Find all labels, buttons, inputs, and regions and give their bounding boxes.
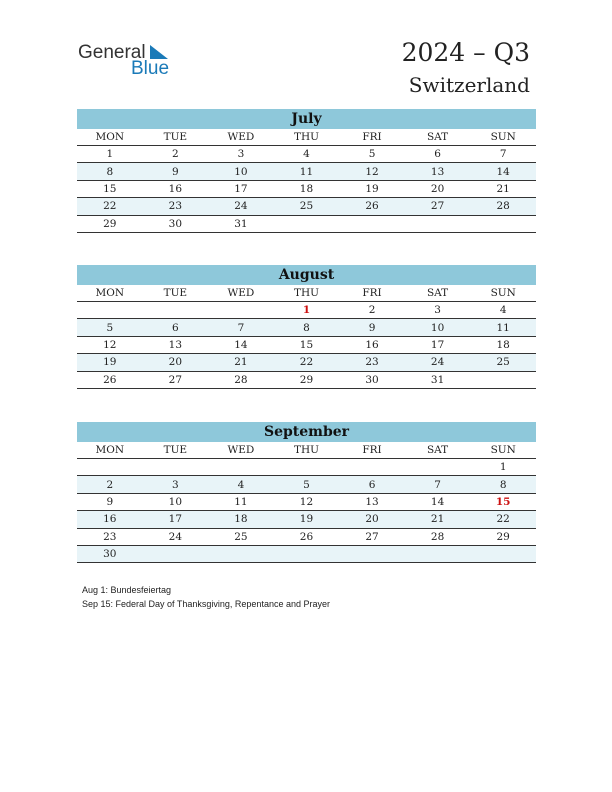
day-cell: 4 [208, 476, 274, 493]
weekday-header: WED [208, 442, 274, 459]
day-cell: 6 [339, 476, 405, 493]
day-cell: 24 [143, 528, 209, 545]
day-cell: 12 [339, 163, 405, 180]
day-cell: 10 [143, 493, 209, 510]
day-cell: 3 [405, 302, 471, 319]
day-cell [470, 545, 536, 562]
day-cell: 26 [274, 528, 340, 545]
day-cell [143, 302, 209, 319]
day-cell: 11 [208, 493, 274, 510]
weekday-header: THU [274, 285, 340, 302]
day-cell: 4 [274, 146, 340, 163]
day-cell: 8 [77, 163, 143, 180]
day-cell: 1 [470, 459, 536, 476]
day-cell: 17 [208, 180, 274, 197]
weekday-header: TUE [143, 285, 209, 302]
day-cell: 7 [470, 146, 536, 163]
day-cell: 9 [143, 163, 209, 180]
day-cell: 26 [77, 371, 143, 388]
month-title: August [77, 265, 536, 285]
day-cell: 13 [405, 163, 471, 180]
week-row [77, 163, 536, 180]
logo-blue-text: Blue [131, 58, 170, 79]
day-cell: 29 [470, 528, 536, 545]
month-august [77, 265, 536, 389]
day-cell [470, 371, 536, 388]
week-row [77, 302, 536, 319]
weekday-header: MON [77, 442, 143, 459]
month-grid [77, 129, 536, 233]
day-cell: 17 [143, 511, 209, 528]
day-cell: 16 [77, 511, 143, 528]
day-cell: 11 [274, 163, 340, 180]
day-cell: 5 [274, 476, 340, 493]
week-row [77, 354, 536, 371]
day-cell: 18 [274, 180, 340, 197]
day-cell [208, 302, 274, 319]
weekday-header: THU [274, 129, 340, 146]
month-title: September [77, 422, 536, 442]
month-grid [77, 285, 536, 389]
weekday-header: SUN [470, 442, 536, 459]
week-row [77, 476, 536, 493]
day-cell: 27 [339, 528, 405, 545]
generalblue-logo [78, 42, 178, 82]
day-cell [339, 459, 405, 476]
day-cell: 1 [77, 146, 143, 163]
day-cell: 15 [274, 336, 340, 353]
day-cell: 18 [470, 336, 536, 353]
logo-general-text: General [78, 42, 146, 63]
day-cell: 15 [470, 493, 536, 510]
day-cell: 14 [470, 163, 536, 180]
day-cell: 20 [405, 180, 471, 197]
page-title: 2024 – Q3 [401, 38, 530, 67]
day-cell: 9 [77, 493, 143, 510]
day-cell: 22 [77, 198, 143, 215]
day-cell: 27 [405, 198, 471, 215]
month-september [77, 422, 536, 563]
day-cell [405, 545, 471, 562]
day-cell: 25 [274, 198, 340, 215]
day-cell: 5 [77, 319, 143, 336]
day-cell [208, 459, 274, 476]
day-cell: 16 [339, 336, 405, 353]
day-cell: 15 [77, 180, 143, 197]
holiday-note: Sep 15: Federal Day of Thanksgiving, Repentance and Prayer [82, 599, 330, 609]
day-cell: 20 [339, 511, 405, 528]
weekday-header: TUE [143, 129, 209, 146]
weekday-header: WED [208, 129, 274, 146]
weekday-header: MON [77, 129, 143, 146]
week-row [77, 459, 536, 476]
day-cell: 8 [470, 476, 536, 493]
weekday-header: FRI [339, 285, 405, 302]
day-cell: 20 [143, 354, 209, 371]
logo-triangle-icon [150, 45, 168, 59]
week-row [77, 146, 536, 163]
month-title: July [77, 109, 536, 129]
week-row [77, 215, 536, 232]
day-cell: 7 [208, 319, 274, 336]
day-cell [208, 545, 274, 562]
day-cell: 2 [339, 302, 405, 319]
day-cell [339, 545, 405, 562]
day-cell [77, 302, 143, 319]
day-cell: 28 [208, 371, 274, 388]
day-cell: 29 [77, 215, 143, 232]
day-cell: 9 [339, 319, 405, 336]
day-cell: 19 [77, 354, 143, 371]
day-cell: 6 [405, 146, 471, 163]
week-row [77, 528, 536, 545]
day-cell: 30 [77, 545, 143, 562]
weekday-header: SAT [405, 129, 471, 146]
day-cell: 14 [208, 336, 274, 353]
day-cell [405, 215, 471, 232]
day-cell: 13 [143, 336, 209, 353]
day-cell: 19 [274, 511, 340, 528]
weekday-header: FRI [339, 129, 405, 146]
day-cell [274, 215, 340, 232]
month-grid [77, 442, 536, 563]
week-row [77, 511, 536, 528]
day-cell: 2 [77, 476, 143, 493]
day-cell: 27 [143, 371, 209, 388]
day-cell: 3 [208, 146, 274, 163]
day-cell: 12 [274, 493, 340, 510]
day-cell: 22 [470, 511, 536, 528]
week-row [77, 180, 536, 197]
day-cell: 21 [208, 354, 274, 371]
day-cell: 6 [143, 319, 209, 336]
day-cell: 30 [143, 215, 209, 232]
day-cell: 25 [208, 528, 274, 545]
day-cell: 14 [405, 493, 471, 510]
day-cell: 25 [470, 354, 536, 371]
day-cell: 19 [339, 180, 405, 197]
day-cell: 4 [470, 302, 536, 319]
day-cell: 1 [274, 302, 340, 319]
day-cell [470, 215, 536, 232]
day-cell: 12 [77, 336, 143, 353]
day-cell: 16 [143, 180, 209, 197]
day-cell: 23 [339, 354, 405, 371]
day-cell: 21 [470, 180, 536, 197]
day-cell: 23 [77, 528, 143, 545]
day-cell: 31 [208, 215, 274, 232]
week-row [77, 371, 536, 388]
day-cell: 31 [405, 371, 471, 388]
weekday-header: SAT [405, 442, 471, 459]
day-cell: 3 [143, 476, 209, 493]
week-row [77, 493, 536, 510]
day-cell: 13 [339, 493, 405, 510]
day-cell: 11 [470, 319, 536, 336]
day-cell: 22 [274, 354, 340, 371]
day-cell: 23 [143, 198, 209, 215]
day-cell: 5 [339, 146, 405, 163]
day-cell: 2 [143, 146, 209, 163]
weekday-header: MON [77, 285, 143, 302]
week-row [77, 319, 536, 336]
holiday-notes [82, 583, 330, 611]
weekday-header: SUN [470, 285, 536, 302]
day-cell: 29 [274, 371, 340, 388]
weekday-header: SUN [470, 129, 536, 146]
day-cell [274, 545, 340, 562]
month-july [77, 109, 536, 233]
week-row [77, 198, 536, 215]
day-cell: 7 [405, 476, 471, 493]
day-cell [143, 545, 209, 562]
day-cell [274, 459, 340, 476]
day-cell: 30 [339, 371, 405, 388]
day-cell: 10 [208, 163, 274, 180]
weekday-header: SAT [405, 285, 471, 302]
page-subtitle: Switzerland [408, 73, 530, 97]
day-cell [405, 459, 471, 476]
day-cell: 8 [274, 319, 340, 336]
day-cell [77, 459, 143, 476]
weekday-header: WED [208, 285, 274, 302]
day-cell: 18 [208, 511, 274, 528]
weekday-header: FRI [339, 442, 405, 459]
day-cell: 10 [405, 319, 471, 336]
week-row [77, 545, 536, 562]
weekday-header: THU [274, 442, 340, 459]
day-cell [143, 459, 209, 476]
holiday-note: Aug 1: Bundesfeiertag [82, 585, 172, 595]
day-cell: 24 [405, 354, 471, 371]
day-cell: 24 [208, 198, 274, 215]
day-cell: 26 [339, 198, 405, 215]
weekday-header: TUE [143, 442, 209, 459]
day-cell: 17 [405, 336, 471, 353]
day-cell: 28 [405, 528, 471, 545]
day-cell: 28 [470, 198, 536, 215]
day-cell: 21 [405, 511, 471, 528]
week-row [77, 336, 536, 353]
day-cell [339, 215, 405, 232]
